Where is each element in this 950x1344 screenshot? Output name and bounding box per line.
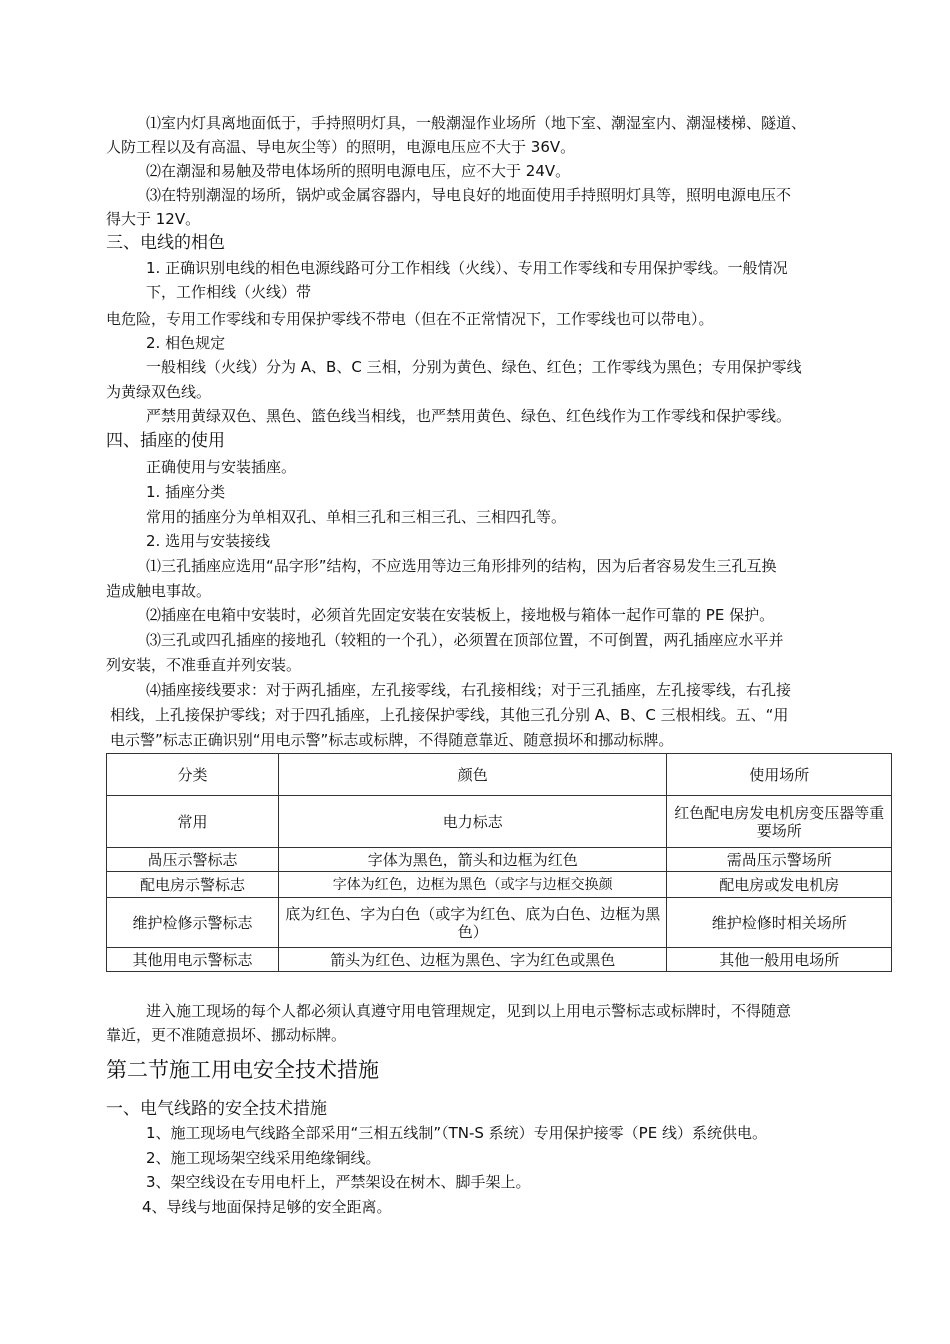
- table-cell: 红色配电房发电机房变压器等重要场所: [667, 796, 892, 848]
- table-cell: 其他一般用电场所: [667, 948, 892, 972]
- section-heading: 三、电线的相色: [106, 233, 225, 253]
- text-line: 列安装，不准垂直并列安装。: [106, 656, 302, 674]
- table-header-cell: 颜色: [278, 754, 666, 796]
- table-cell: 维护检修示警标志: [107, 898, 279, 948]
- text-line: 为黄绿双色线。: [106, 383, 212, 401]
- section-heading: 一、电气线路的安全技术措施: [106, 1099, 327, 1119]
- text-line: 3、架空线设在专用电杆上，严禁架设在树木、脚手架上。: [146, 1173, 531, 1191]
- text-line: ⑴室内灯具离地面低于，手持照明灯具，一般潮湿作业场所（地下室、潮湿室内、潮湿楼梯、隧道、: [146, 114, 807, 132]
- table-cell: 其他用电示警标志: [107, 948, 279, 972]
- table-header-cell: 分类: [107, 754, 279, 796]
- table-cell: 常用: [107, 796, 279, 848]
- section-heading: 四、插座的使用: [106, 431, 225, 451]
- text-line: 相线，上孔接保护零线；对于四孔插座，上孔接保护零线，其他三孔分别 A、B、C 三根相线。五、“用: [110, 706, 789, 724]
- table-row: [107, 796, 892, 848]
- table-row: [107, 898, 892, 948]
- table-row: [107, 948, 892, 972]
- table-cell: 字体为黑色，箭头和边框为红色: [278, 848, 666, 872]
- table-cell: 箭头为红色、边框为黑色、字为红色或黑色: [278, 948, 666, 972]
- table-header-cell: 使用场所: [667, 754, 892, 796]
- text-line: 1. 插座分类: [146, 483, 226, 501]
- text-line: ⑶三孔或四孔插座的接地孔（较粗的一个孔），必须置在顶部位置，不可倒置，两孔插座应水平并: [146, 631, 784, 649]
- text-line: ⑴三孔插座应选用“品字形”结构，不应选用等边三角形排列的结构，因为后者容易发生三孔互换: [146, 557, 777, 575]
- warning-sign-table: [106, 753, 892, 972]
- text-line: 严禁用黄绿双色、黑色、篮色线当相线，也严禁用黄色、绿色、红色线作为工作零线和保护零线。: [146, 407, 792, 425]
- text-line: 常用的插座分为单相双孔、单相三孔和三相三孔、三相四孔等。: [146, 508, 567, 526]
- chapter-title: 第二节施工用电安全技术措施: [106, 1058, 379, 1082]
- table-cell: 咼压示警标志: [107, 848, 279, 872]
- table-cell: 需咼压示警场所: [667, 848, 892, 872]
- text-line: 1. 正确识别电线的相色电源线路可分工作相线（火线）、专用工作零线和专用保护零线。一般情况: [146, 259, 788, 277]
- table-header-row: [107, 754, 892, 796]
- text-line: ⑶在特别潮湿的场所，锅炉或金属容器内，导电良好的地面使用手持照明灯具等，照明电源电压不: [146, 186, 792, 204]
- text-line: 2. 选用与安装接线: [146, 532, 271, 550]
- table-cell: 维护检修时相关场所: [667, 898, 892, 948]
- text-line: 1、施工现场电气线路全部采用“三相五线制”（TN-S 系统）专用保护接零（PE 线）系统供电。: [146, 1124, 767, 1142]
- text-line: 下，工作相线（火线）带: [146, 283, 312, 301]
- text-line: 靠近，更不准随意损坏、挪动标牌。: [106, 1026, 347, 1044]
- text-line: 4、导线与地面保持足够的安全距离。: [142, 1198, 392, 1216]
- text-line: 正确使用与安装插座。: [146, 458, 297, 476]
- text-line: 人防工程以及有高温、导电灰尘等）的照明，电源电压应不大于 36V。: [106, 138, 576, 156]
- table-row: [107, 872, 892, 898]
- text-line: ⑵在潮湿和易触及带电体场所的照明电源电压，应不大于 24V。: [146, 162, 571, 180]
- text-line: 得大于 12V。: [106, 210, 201, 228]
- table-cell: 电力标志: [278, 796, 666, 848]
- table-row: [107, 848, 892, 872]
- text-line: 电示警”标志正确识别“用电示警”标志或标牌，不得随意靠近、随意损坏和挪动标牌。: [110, 731, 674, 749]
- text-line: ⑷插座接线要求：对于两孔插座，左孔接零线，右孔接相线；对于三孔插座，左孔接零线，右孔接: [146, 681, 792, 699]
- text-line: 电危险，专用工作零线和专用保护零线不带电（但在不正常情况下，工作零线也可以带电）。: [106, 310, 714, 328]
- table-cell: 配电房或发电机房: [667, 872, 892, 898]
- text-line: 造成触电事故。: [106, 582, 212, 600]
- text-line: 2. 相色规定: [146, 334, 226, 352]
- table-cell: 底为红色、字为白色（或字为红色、底为白色、边框为黑色）: [278, 898, 666, 948]
- text-line: 2、施工现场架空线采用绝缘铜线。: [146, 1149, 381, 1167]
- text-line: 进入施工现场的每个人都必须认真遵守用电管理规定，见到以上用电示警标志或标牌时，不得随意: [146, 1002, 792, 1020]
- table-cell: 配电房示警标志: [107, 872, 279, 898]
- text-line: 一般相线（火线）分为 A、B、C 三相，分别为黄色、绿色、红色；工作零线为黑色；专用保护零线: [146, 358, 802, 376]
- text-line: ⑵插座在电箱中安装时，必须首先固定安装在安装板上，接地极与箱体一起作可靠的 PE 保护。: [146, 606, 775, 624]
- table-cell: 字体为红色，边框为黑色（或字与边框交换颜: [278, 872, 666, 898]
